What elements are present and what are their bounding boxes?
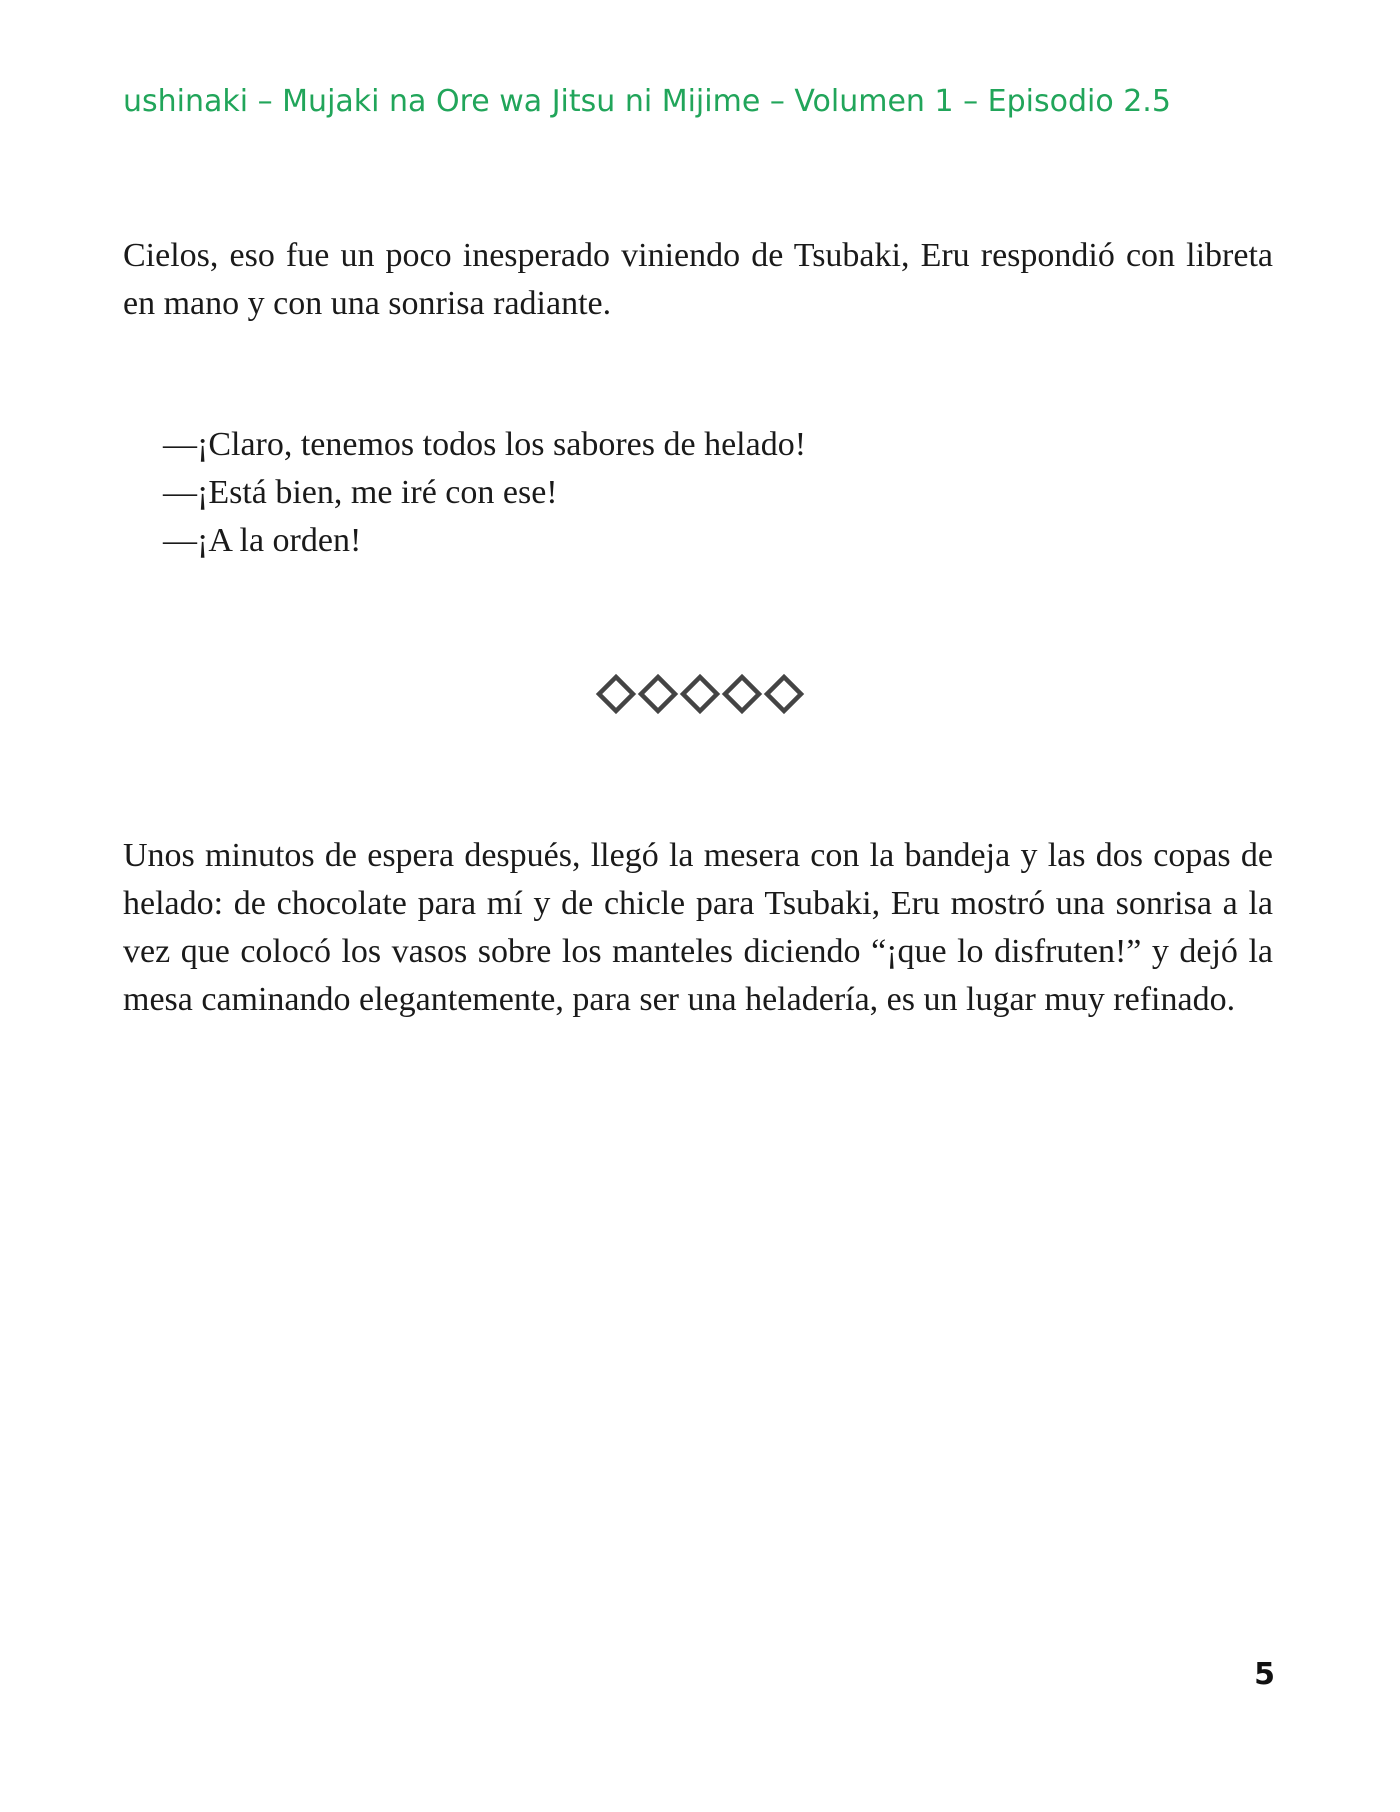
- diamond-outline-icon: [683, 677, 717, 711]
- diamond-separator-icons: [595, 668, 805, 720]
- diamond-outline-icon: [599, 677, 633, 711]
- diamond-outline-icon: [725, 677, 759, 711]
- diamond-outline-icon: [641, 677, 675, 711]
- scene-separator: [0, 668, 1400, 720]
- dialogue-block: [163, 421, 806, 565]
- paragraph-1: Cielos, eso fue un poco inesperado viniendo de Tsubaki, Eru respondió con libreta en mano y con una sonrisa radiante.: [123, 237, 1273, 322]
- dialogue-line-3: —¡A la orden!: [163, 522, 362, 559]
- paragraph-2: Unos minutos de espera después, llegó la mesera con la bandeja y las dos copas de helado: de chocolate para mí y de chicle para Tsubaki, Eru mostró una sonrisa a la vez que colocó los vasos sobre los manteles diciendo “¡que lo disfruten!” y dejó la mesa caminando elegantemente, para ser una heladería, es un lugar muy refinado.: [123, 837, 1273, 1018]
- dialogue-line-2: —¡Está bien, me iré con ese!: [163, 474, 558, 511]
- running-header: ushinaki – Mujaki na Ore wa Jitsu ni Mijime – Volumen 1 – Episodio 2.5: [123, 84, 1171, 119]
- diamond-outline-icon: [767, 677, 801, 711]
- dialogue-line-1: —¡Claro, tenemos todos los sabores de helado!: [163, 426, 807, 463]
- page-number: 5: [1254, 1657, 1275, 1692]
